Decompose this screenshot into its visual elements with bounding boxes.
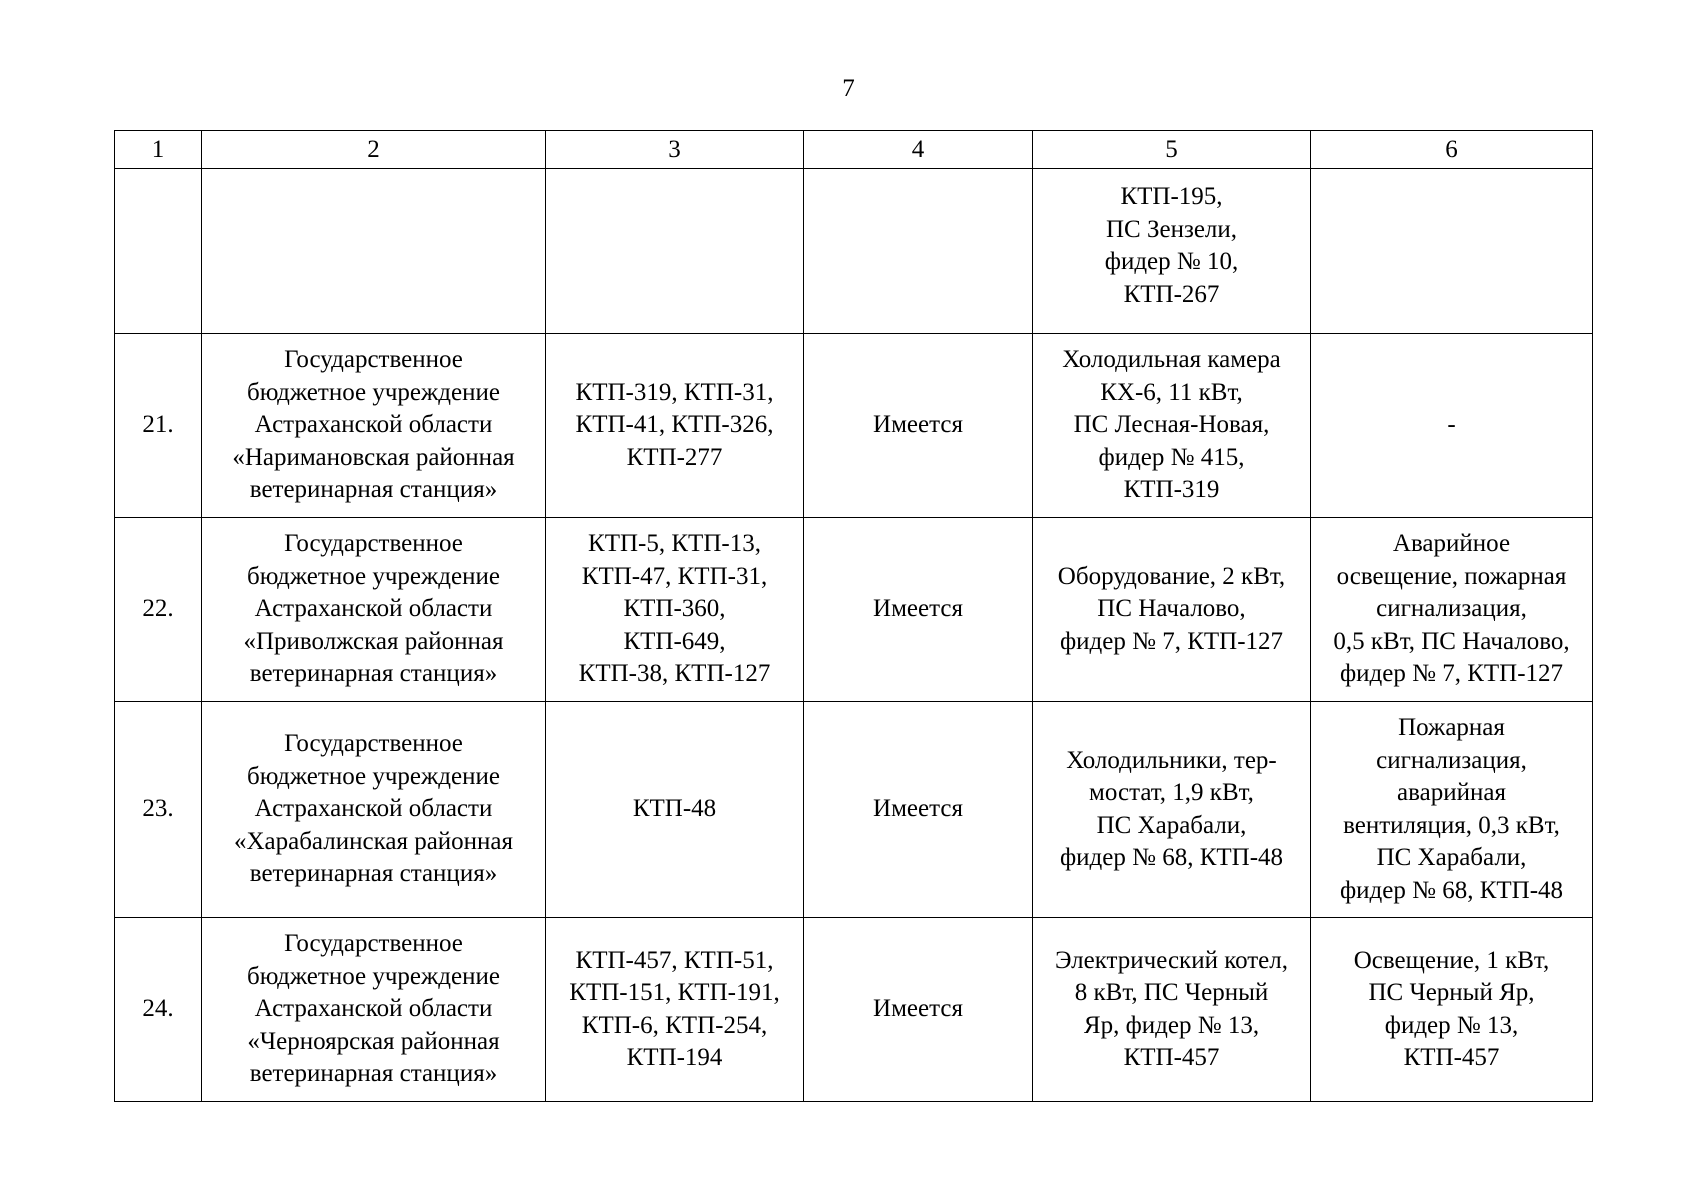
ktp-list-cell: КТП-319, КТП-31, КТП-41, КТП-326, КТП-277 [546,334,804,518]
header-cell-4: 4 [804,131,1033,169]
table-row [115,918,1593,1102]
status-cell: Имеется [804,518,1033,702]
status-cell: Имеется [804,918,1033,1102]
equipment-cell: Электрический котел, 8 кВт, ПС Черный Яр, фидер № 13, КТП-457 [1033,918,1311,1102]
equipment-cell: КТП-195, ПС Зензели, фидер № 10, КТП-267 [1033,169,1311,334]
reserve-cell: - [1311,334,1593,518]
header-cell-3: 3 [546,131,804,169]
equipment-cell: Холодильная камера КХ-6, 11 кВт, ПС Лесная-Новая, фидер № 415, КТП-319 [1033,334,1311,518]
row-number-cell: 24. [115,918,202,1102]
data-table [114,130,1593,1102]
table-row [115,334,1593,518]
reserve-cell: Аварийное освещение, пожарная сигнализация, 0,5 кВт, ПС Началово, фидер № 7, КТП-127 [1311,518,1593,702]
status-cell: Имеется [804,334,1033,518]
row-number-cell: 23. [115,702,202,918]
header-cell-6: 6 [1311,131,1593,169]
organization-cell: Государственное бюджетное учреждение Астраханской области «Наримановская районная ветеринарная станция» [202,334,546,518]
organization-cell: Государственное бюджетное учреждение Астраханской области «Приволжская районная ветеринарная станция» [202,518,546,702]
equipment-cell: Холодильники, тер- мостат, 1,9 кВт, ПС Харабали, фидер № 68, КТП-48 [1033,702,1311,918]
status-cell: Имеется [804,702,1033,918]
status-cell [804,169,1033,334]
reserve-cell: Пожарная сигнализация, аварийная вентиляция, 0,3 кВт, ПС Харабали, фидер № 68, КТП-48 [1311,702,1593,918]
organization-cell: Государственное бюджетное учреждение Астраханской области «Харабалинская районная ветеринарная станция» [202,702,546,918]
row-number-cell: 21. [115,334,202,518]
organization-cell [202,169,546,334]
header-cell-1: 1 [115,131,202,169]
reserve-cell [1311,169,1593,334]
equipment-cell: Оборудование, 2 кВт, ПС Началово, фидер № 7, КТП-127 [1033,518,1311,702]
organization-cell: Государственное бюджетное учреждение Астраханской области «Черноярская районная ветеринарная станция» [202,918,546,1102]
row-number-cell [115,169,202,334]
table-row [115,169,1593,334]
ktp-list-cell: КТП-48 [546,702,804,918]
header-cell-2: 2 [202,131,546,169]
table-row [115,702,1593,918]
header-cell-5: 5 [1033,131,1311,169]
table-row [115,518,1593,702]
reserve-cell: Освещение, 1 кВт, ПС Черный Яр, фидер № 13, КТП-457 [1311,918,1593,1102]
ktp-list-cell: КТП-457, КТП-51, КТП-151, КТП-191, КТП-6, КТП-254, КТП-194 [546,918,804,1102]
page-number: 7 [842,75,855,102]
ktp-list-cell [546,169,804,334]
row-number-cell: 22. [115,518,202,702]
table-header-row [115,131,1593,169]
ktp-list-cell: КТП-5, КТП-13, КТП-47, КТП-31, КТП-360, КТП-649, КТП-38, КТП-127 [546,518,804,702]
